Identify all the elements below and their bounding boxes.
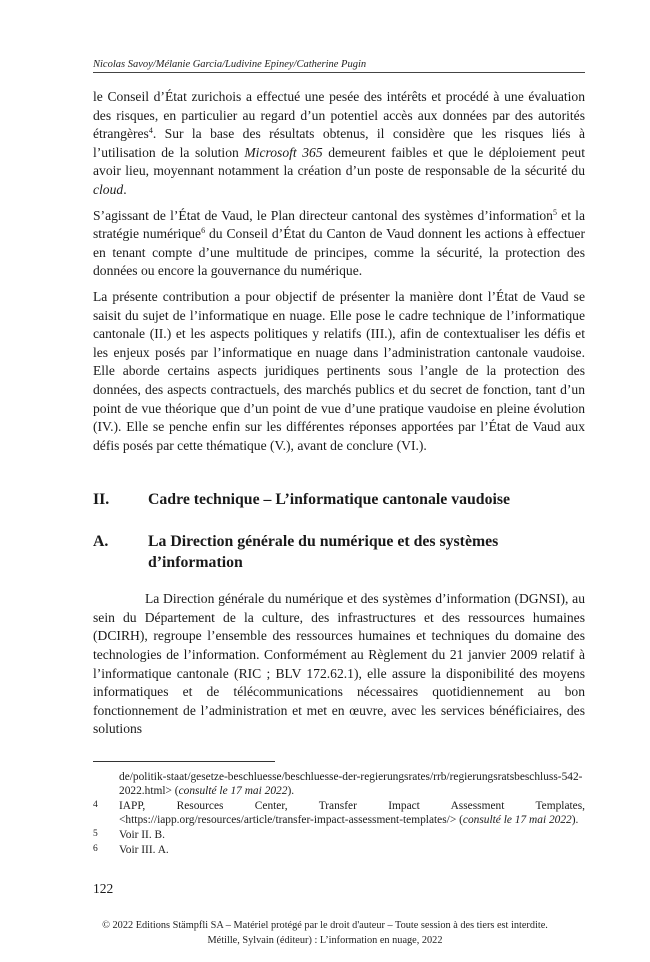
footnote-text: IAPP, Resources Center, Transfer Impact Assessment Templates, <https://iapp.org/resources/article/transfer-impact-assessment-templates/> (consulté le 17 mai 2022).	[119, 800, 585, 827]
subsection-title: La Direction générale du numérique et des systèmes d’information	[148, 533, 499, 572]
page-body	[93, 55, 585, 857]
footnote-6	[93, 843, 585, 857]
footnote-text: Voir II. B.	[119, 829, 165, 842]
section-heading	[93, 489, 585, 510]
footnote-number: 4	[93, 800, 98, 811]
paragraph-2: S’agissant de l’État de Vaud, le Plan directeur cantonal des systèmes d’information$^5$ et la stratégie numérique$^6$ du Conseil d’État du Canton de Vaud donnent les actions à effectuer en tenant compte d’une multitude de principes, comme la sécurité, la protection des données ou encore la gouvernance du numérique.	[93, 207, 585, 279]
running-head: Nicolas Savoy/Mélanie Garcia/Ludivine Epiney/Catherine Pugin	[93, 59, 585, 73]
subsection-number: A.	[93, 533, 109, 551]
page-number: 122	[93, 881, 114, 896]
emphasis-cloud: cloud	[93, 181, 124, 197]
emphasis-microsoft-365: Microsoft 365	[244, 144, 323, 160]
copyright-line-2: Métille, Sylvain (éditeur) : L’information en nuage, 2022	[207, 934, 443, 946]
footnote-ref-5[interactable]: 5	[552, 207, 557, 217]
footnote-ref-6[interactable]: 6	[201, 226, 206, 236]
paragraph-1: le Conseil d’État zurichois a effectué une pesée des intérêts et procédé à une évaluation des risques, en particulier au regard d’un potentiel accès aux données par des autorités étrangères$^4$. Sur la base des résultats obtenus, il considère que les risques liés à l’utilisation de la solution Microsoft 365 demeurent faibles et que le déploiement peut avoir lieu, moyennant notamment la création d’un poste de responsable de la sécurité du cloud.	[93, 89, 585, 197]
footnote-ref-4[interactable]: 4	[148, 126, 153, 136]
copyright-notice	[0, 919, 650, 948]
subsection-heading	[93, 531, 585, 573]
section-number: II.	[93, 491, 110, 509]
copyright-line-1: © 2022 Editions Stämpfli SA – Matériel protégé par le droit d'auteur – Toute session à des tiers est interdite.	[102, 920, 548, 931]
paragraph-4: La Direction générale du numérique et des systèmes d’information (DGNSI), au sein du Département de la culture, des infrastructures et des ressources humaines (DCIRH), regroupe l’ensemble des ressources humaines et techniques du domaine des technologies de l’information. Conformément au Règlement du 21 janvier 2009 relatif à l’informatique cantonale (RIC ; BLV 172.62.1), elle assure la disponibilité des moyens informatiques et de télécommunications nécessaires quotidiennement au bon fonctionnement de l’administration et met en œuvre, avec les services bénéficiaires, des solutions	[93, 591, 585, 737]
footnote-5	[93, 828, 585, 842]
footnotes	[93, 770, 585, 857]
footnote-4	[93, 799, 585, 827]
footnote-text: Voir III. A.	[119, 844, 169, 857]
footnote-separator	[93, 761, 275, 762]
footnote-number: 6	[93, 844, 98, 855]
section-title: Cadre technique – L’informatique cantonale vaudoise	[148, 491, 511, 509]
footnote-number: 5	[93, 829, 98, 840]
paragraph-3: La présente contribution a pour objectif de présenter la manière dont l’État de Vaud se saisit du sujet de l’informatique en nuage. Elle pose le cadre technique de l’informatique cantonale (II.) et les aspects politiques y relatifs (III.), afin de contextualiser les défis et les enjeux posés par l’informatique en nuage dans l’administration cantonale vaudoise. Elle aborde certains aspects juridiques pertinents sous l’angle de la protection des données, des aspects contractuels, des marchés publics et du secret de fonction, tant d’un point de vue théorique que d’un point de vue d’une pratique vaudoise en pleine évolution (IV.). Elle se penche enfin sur les différentes réponses apportées par l’État de Vaud aux défis posés par cette thématique (V.), avant de conclure (VI.).	[93, 288, 585, 453]
footnote-continuation: de/politik-staat/gesetze-beschluesse/beschluesse-der-regierungsrates/rrb/regierungsratsbeschluss-542-2022.html> (consulté le 17 mai 2022).	[119, 771, 583, 798]
